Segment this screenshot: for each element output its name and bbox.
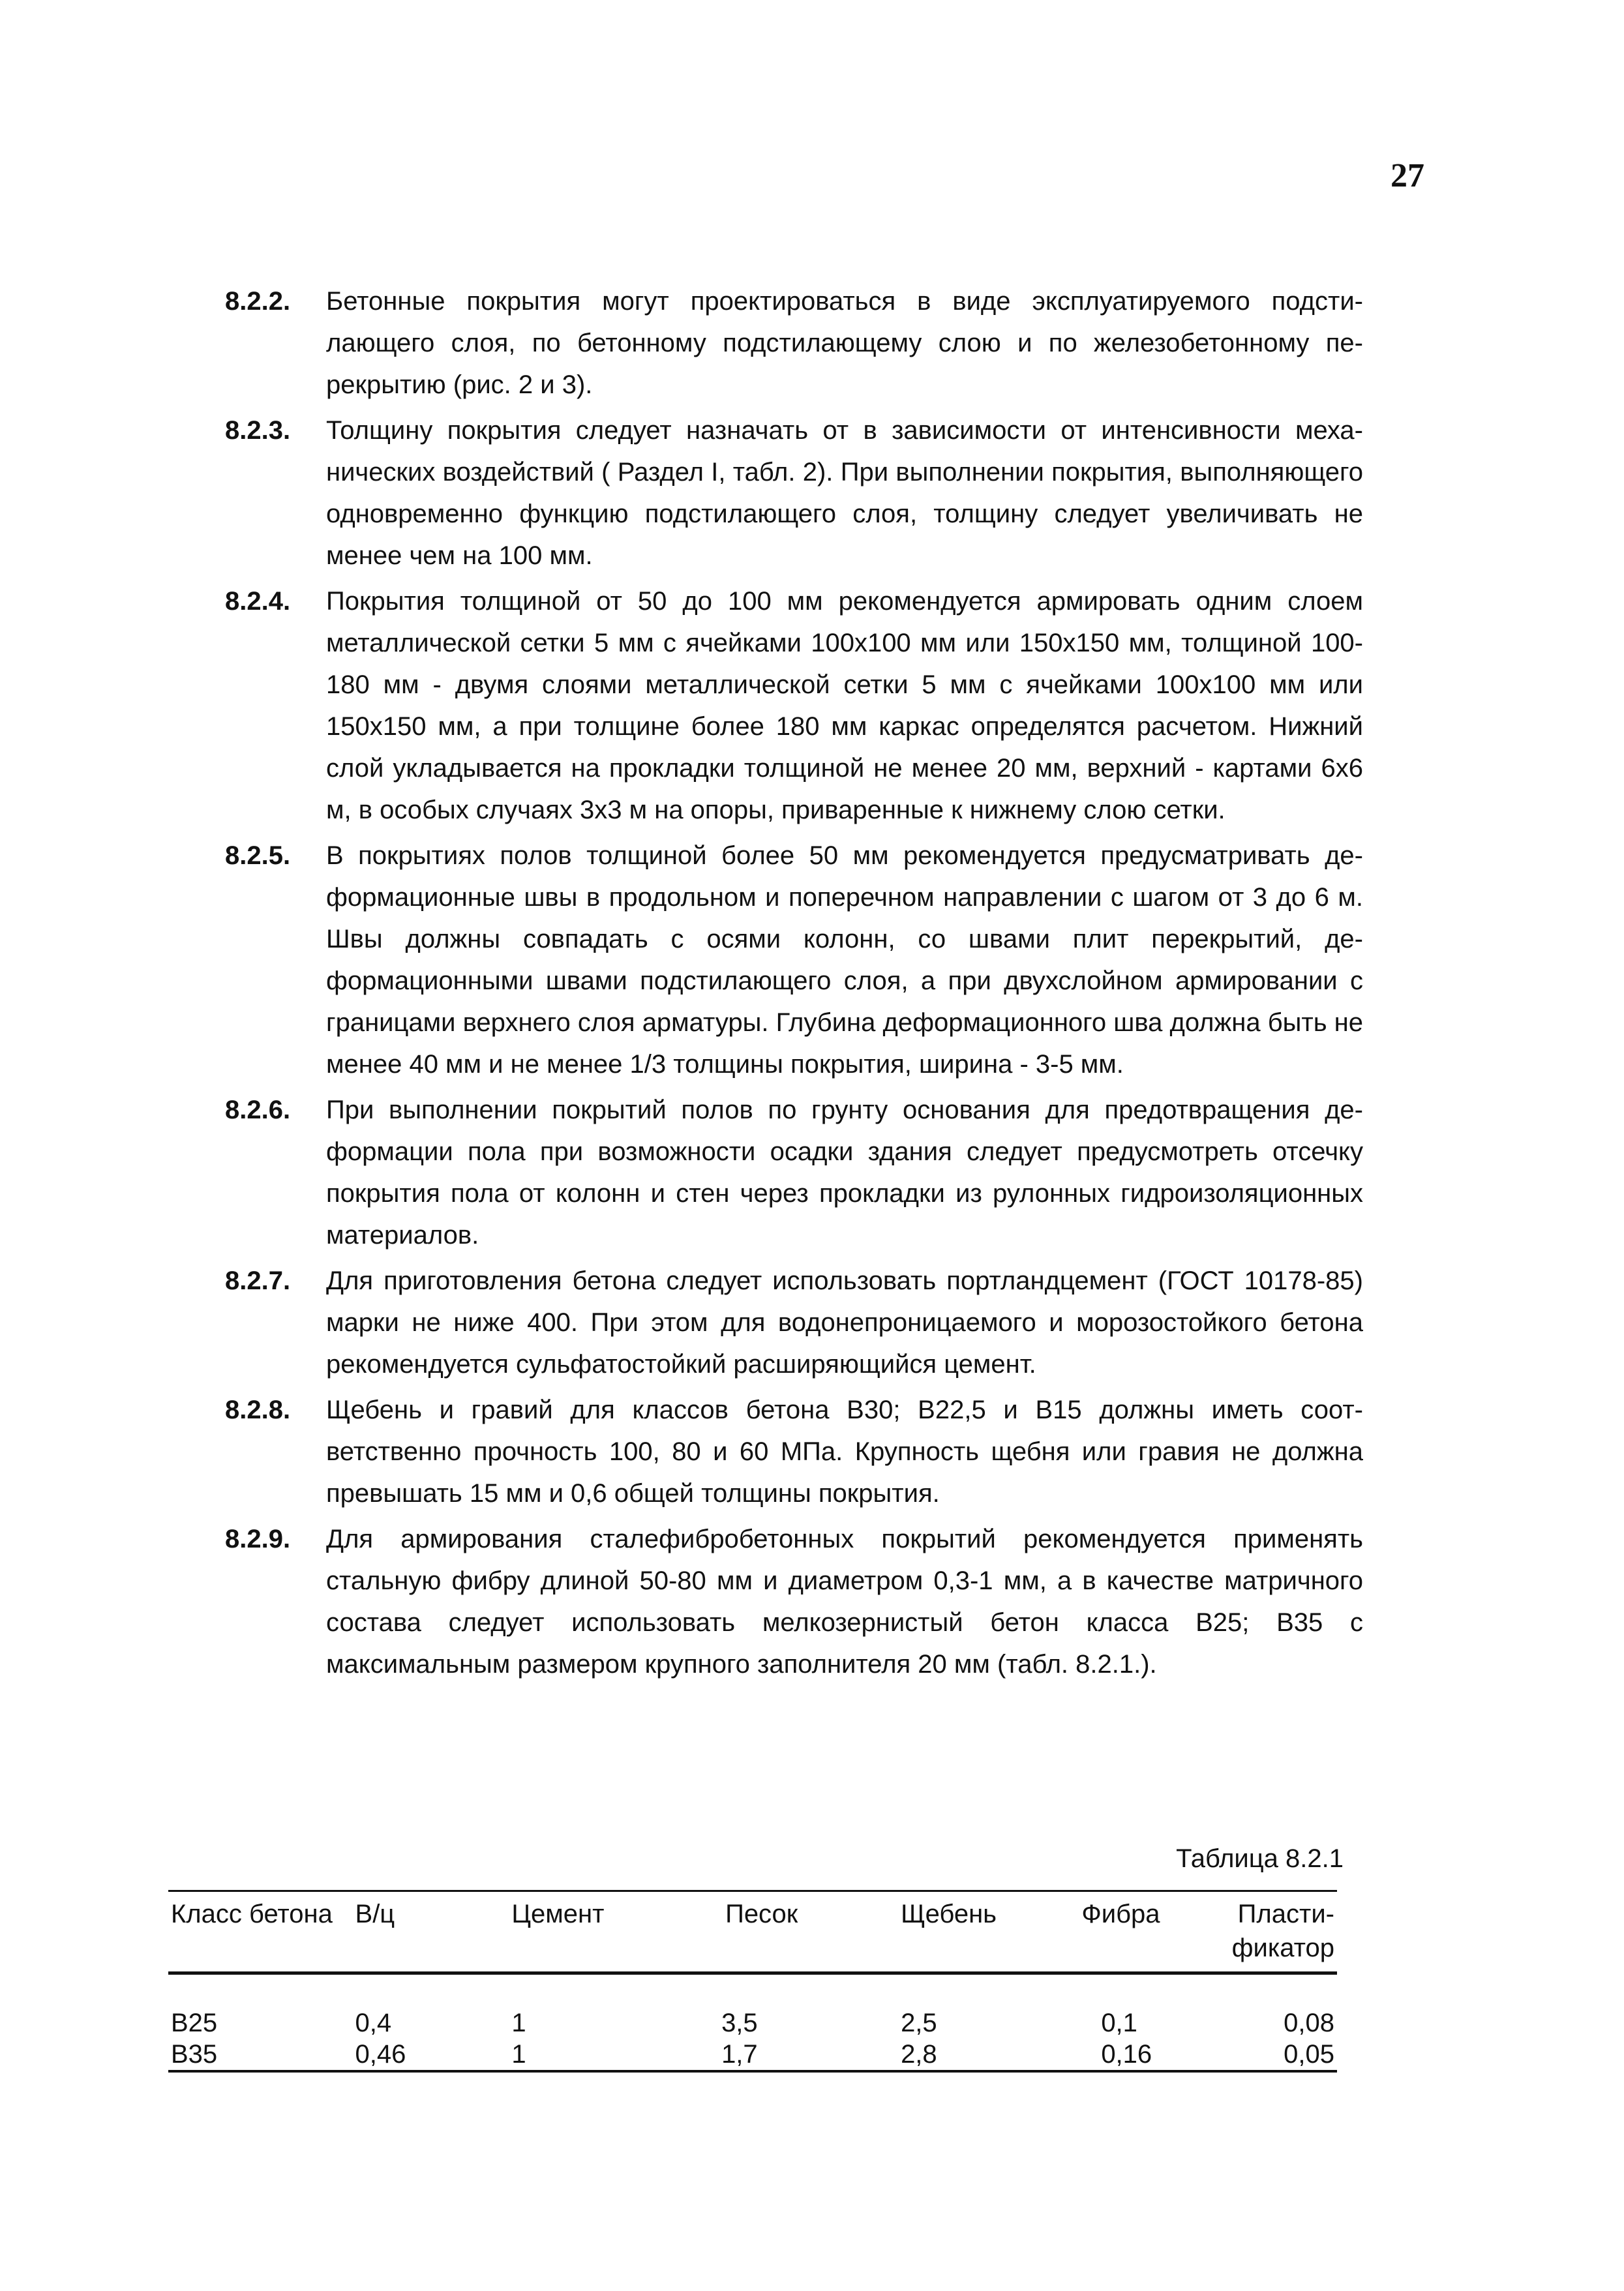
section-text: Покрытия толщиной от 50 до 100 мм рекомендуется армировать одним слоем металлической сетки 5 мм с ячейками 100x100 мм или 150x150 мм, толщиной 100-180 мм - двумя слоями металлической сетки 5 мм с ячейками 100x100 мм или 150x150 мм, а при толщине более 180 мм каркас определятся расчетом. Нижний слой укладывается на прокладки толщиной не менее 20 мм, верхний - картами 6x6 м, в особых случаях 3x3 м на опоры, приваренные к нижнему слою сетки. xyxy=(326,587,1363,824)
cell-concrete-class: В25 xyxy=(171,2009,218,2037)
section-8-2-2 xyxy=(225,280,1363,406)
mix-composition-table xyxy=(168,1890,1337,2073)
section-8-2-5 xyxy=(225,835,1363,1085)
section-number: 8.2.9. xyxy=(225,1525,291,1553)
section-text: Для армирования сталефибробетонных покрытий рекомендуется применять стальную фибру длиной 50-80 мм и диаметром 0,3-1 мм, а в качестве матричного состава следует использовать мелкозернистый бетон класса В25; В35 с максимальным размером крупного заполнителя 20 мм (табл. 8.2.1.). xyxy=(326,1525,1363,1679)
cell-plasticizer: 0,08 xyxy=(1284,2009,1334,2037)
section-number: 8.2.5. xyxy=(225,841,291,870)
section-text: Бетонные покрытия могут проектироваться в виде эксплуатируемого подстилающего слоя, по бетонному подстилающему слою и по железобетонному перекрытию (рис. 2 и 3). xyxy=(326,287,1363,399)
cell-water-cement: 0,4 xyxy=(355,2009,392,2037)
section-text: Толщину покрытия следует назначать от в зависимости от интенсивности механических воздействий ( Раздел I, табл. 2). При выполнении покрытия, выполняющего одновременно функцию подстилающего слоя, толщину следует увеличивать не менее чем на 100 мм. xyxy=(326,416,1363,570)
cell-fiber: 0,1 xyxy=(1101,2009,1137,2037)
cell-cement: 1 xyxy=(476,2039,706,2071)
section-8-2-6 xyxy=(225,1089,1363,1256)
section-text: В покрытиях полов толщиной более 50 мм рекомендуется предусматривать деформационные швы в продольном и поперечном направлении с шагом от 3 до 6 м. Швы должны совпадать с осями колонн, со швами плит перекрытий, деформационными швами подстилающего слоя, а при двухслойном армировании с границами верхнего слоя арматуры. Глубина деформационного шва должна быть не менее 40 мм и не менее 1/3 толщины покрытия, ширина - 3-5 мм. xyxy=(326,841,1363,1079)
cell-crushed-stone: 2,5 xyxy=(901,2009,937,2037)
cell-water-cement: 0,46 xyxy=(353,2039,477,2071)
cell-sand: 3,5 xyxy=(721,2009,758,2037)
section-8-2-7 xyxy=(225,1260,1363,1385)
section-text: Щебень и гравий для классов бетона В30; В22,5 и В15 должны иметь соответственно прочность 100, 80 и 60 МПа. Крупность щебня или гравия не должна превышать 15 мм и 0,6 общей толщины покрытия. xyxy=(326,1396,1363,1508)
section-8-2-3 xyxy=(225,410,1363,576)
section-number: 8.2.3. xyxy=(225,416,291,445)
table-row xyxy=(168,1973,1337,2039)
cell-plasticizer: 0,05 xyxy=(1229,2039,1337,2071)
page-number: 27 xyxy=(1391,157,1424,194)
header-water-cement: В/ц xyxy=(353,1891,477,1973)
header-plasticizer-line-2: фикатор xyxy=(1231,1934,1334,1962)
table-caption: Таблица 8.2.1 xyxy=(1176,1844,1344,1873)
section-number: 8.2.2. xyxy=(225,287,291,316)
table-header-row xyxy=(168,1891,1337,1973)
section-8-2-9 xyxy=(225,1518,1363,1685)
section-number: 8.2.4. xyxy=(225,587,291,616)
header-plasticizer xyxy=(1229,1891,1337,1973)
header-sand: Песок xyxy=(706,1891,894,1973)
section-number: 8.2.6. xyxy=(225,1096,291,1124)
header-fiber: Фибра xyxy=(1062,1891,1229,1973)
section-number: 8.2.8. xyxy=(225,1396,291,1424)
section-8-2-4 xyxy=(225,580,1363,831)
cell-fiber: 0,16 xyxy=(1062,2039,1229,2071)
section-text: Для приготовления бетона следует использовать портландцемент (ГОСТ 10178-85) марки не ниже 400. При этом для водонепроницаемого и морозостойкого бетона рекомендуется сульфатостойкий расширяющийся цемент. xyxy=(326,1266,1363,1379)
cell-crushed-stone: 2,8 xyxy=(894,2039,1062,2071)
header-concrete-class: Класс бетона xyxy=(168,1891,353,1973)
section-number: 8.2.7. xyxy=(225,1266,291,1295)
header-crushed-stone: Щебень xyxy=(894,1891,1062,1973)
section-text: При выполнении покрытий полов по грунту основания для предотвращения деформации пола при возможности осадки здания следует предусмотреть отсечку покрытия пола от колонн и стен через прокладки из рулонных гидроизоляционных материалов. xyxy=(326,1096,1363,1250)
header-cement: Цемент xyxy=(476,1891,706,1973)
cell-concrete-class: В35 xyxy=(168,2039,353,2071)
cell-sand: 1,7 xyxy=(706,2039,894,2071)
cell-cement: 1 xyxy=(511,2009,526,2037)
header-plasticizer-line-1: Пласти- xyxy=(1237,1900,1334,1928)
section-8-2-8 xyxy=(225,1389,1363,1514)
table-row xyxy=(168,2039,1337,2071)
document-body xyxy=(225,280,1363,1689)
